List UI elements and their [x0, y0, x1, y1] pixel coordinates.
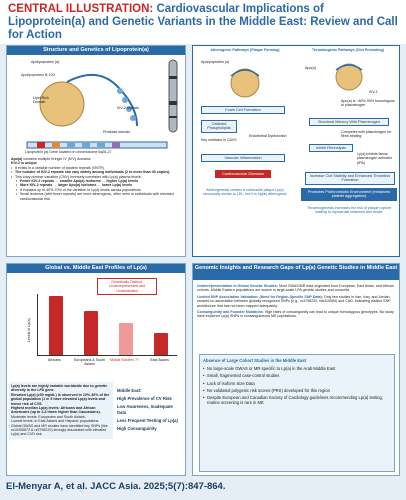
thrombo-kiv: KIV-1	[369, 90, 378, 94]
note-6: Global GWAS and MR studies have identified key SNPs (like rs10455872 & rs3798220) strongly associated with elevated Lp(a) and CVD risk.	[11, 423, 108, 437]
title-text: Cardiovascular Implications of Lipoprotein(a) and Genetic Variants in the Middle East: Review and Call for Action	[8, 3, 398, 41]
me-item-3: Less Frequent Testing of Lp(a)	[117, 417, 178, 423]
oxidized-box: Oxidized Phospholipids	[201, 120, 237, 133]
citation-footer: El-Menyar A, et al. JACC Asia. 2025;5(7):847-864.	[6, 481, 226, 492]
me-item-2: Low Awareness, Inadequate Data	[117, 404, 173, 415]
chart-bar	[154, 333, 168, 355]
gap-item-4: • No validated polygenic risk scores (PRS) developed for this region	[203, 388, 391, 393]
athero-apo-a: Apolipoprotein (a)	[201, 60, 230, 64]
page-title	[8, 3, 398, 42]
chart-bar	[119, 323, 133, 355]
me-item-1: High Prevalence of CV Risk	[117, 396, 172, 402]
me-item-4: High Consanguinity	[117, 426, 157, 432]
genomic-p2-body: Only few studies in Iran, Iraq, and Jordan, showed no association between globally recognized SNPs (e.g., rs3798220, rs6415084) and CAD, indicating distinct SNP architecture that has not been mapped adequately.	[197, 294, 391, 308]
structure-panel	[6, 45, 186, 257]
apo-a-term: Apo(a)	[11, 157, 23, 161]
genomic-panel	[192, 263, 400, 476]
label-apo-b: Apolipoprotein B-100	[21, 73, 55, 77]
tpa-label: Lp(a) inhibits tissue plasminogen activator (tPA)	[357, 152, 392, 165]
gap-item-3: • Lack of isoform Size Data	[203, 381, 391, 386]
global-notes	[9, 382, 113, 439]
genomic-p1-title: Underrepresentation in Global Genetic Studies:	[197, 284, 279, 288]
genomic-p2-title: Limited SNP Association Validation: (Need for Region-Specific SNP Data):	[197, 294, 323, 299]
middle-east-box	[117, 388, 183, 431]
chart-category-label: Middle Eastern ??	[110, 358, 139, 362]
structure-text	[11, 157, 183, 201]
genomic-p3-body: High rates of consanguinity can lead to unique homozygous genotypes. No study have explored Lp(a) SNPs in consanguineous ME populations.	[197, 310, 394, 319]
endo-label: Endothelial Dysfunction	[249, 134, 287, 138]
note-5: Lowest levels: in East Asians and Hispanic populations.	[11, 419, 100, 424]
structure-sub-3: • It explains up to 40%-70% of the variation in Lp(a) levels across populations	[16, 188, 183, 192]
chart-ylabel: Levels of Lp(a)	[26, 318, 31, 343]
prothrombotic-box: Promotes Prothrombotic Environment (enhances platelet aggregation)	[301, 188, 397, 201]
apo-a-desc: contains multiple Kringle IV (KIV) domains	[22, 157, 91, 161]
gap-item-2: • Small, fragmented case-control studies	[203, 373, 391, 378]
homolog-label: Apo(a) is ~80%-90% homologous to plasminogen	[341, 99, 395, 108]
pathways-panel	[192, 45, 400, 257]
chart-bar	[49, 296, 63, 355]
gap-item-5: • Despite European and Canadian Society of Cardiology guidelines recommending Lp(a) testing, routine screening is rare in ME	[203, 395, 391, 405]
note-1: Lp(a) levels are highly variable worldwide due to genetic diversity in the LPA gene.	[11, 384, 108, 393]
bar-chart	[37, 294, 177, 356]
structure-bullet-3: • This copy number variation (CNV) inversely correlates with Lp(a) plasma levels:	[11, 175, 183, 179]
genomic-panel-title: Genomic Insights and Research Gaps of Lp(a) Genetic Studies in Middle East	[193, 264, 399, 280]
label-apo-a: Apolipoprotein (a)	[31, 60, 60, 64]
genomic-p3-title: Consanguinity and Founder Mutations:	[197, 310, 264, 315]
chromosome-shape	[169, 60, 177, 132]
note-2: Elevated Lp(a) (≥50 mg/dL) is observed in 10%-30% of the global population (1 in 5 have elevated Lp(a) levels and hence risk of CVS.	[11, 392, 110, 406]
label-lipid: Lipid Rich Domain	[33, 96, 49, 105]
chart-categories	[37, 358, 177, 374]
foam-cell-box: Foam Cell Formation	[201, 106, 285, 114]
chart-bar	[84, 311, 98, 355]
label-protease: Protease domain	[103, 130, 131, 134]
structure-sub-1: • Fewer KIV-2 repeats → smaller Apo(a) isoforms → higher Lp(a) levels	[16, 179, 183, 183]
thrombo-apo-a: Apo(a)	[305, 66, 316, 70]
chart-category-label: Europeans & South Asians	[73, 358, 106, 367]
gap-item-1: • No large-scale GWAS or MR specific to Lp(a) in the Arab Middle East	[203, 366, 391, 371]
mimicry-box: Structural Mimicry With Plasminogen	[309, 118, 389, 126]
genomic-text	[197, 284, 397, 319]
label-lpa-gene: Lipoprotein (a) Gene located on chromosome 6q26-27	[25, 150, 112, 154]
title-lead: CENTRAL ILLUSTRATION:	[8, 3, 154, 15]
structure-panel-title: Structure and Genetics of Lipoprotein(a)	[7, 46, 185, 55]
note-3: Highest median Lp(a) levels: Africans and African Americans (up to 2-3 times higher than Caucasians).	[11, 406, 101, 415]
inhibit-box: Inhibit Fibrinolysis	[309, 144, 353, 152]
global-panel	[6, 263, 186, 476]
structure-bullet-1: • It exists in a variable number of tandem repeats (VNTR).	[11, 166, 183, 170]
athero-note: Atherogenesis creates a vulnerable plaque Lp(a) structurally similar to LDL, but it is highly atherogenic	[203, 188, 287, 197]
cardio-box: Cardiovascular Diseases	[215, 170, 271, 178]
competes-label: Competes with plasminogen for fibrin binding	[341, 130, 392, 139]
chart-category-label: East Asians	[150, 358, 169, 362]
genomic-p1-body: Most GWAS/MR data originated from European, East Asian, and African cohorts. Middle Eastern populations are scarce in large-scale LPA genetic studies and consortia.	[197, 284, 394, 293]
thrombo-particle	[329, 60, 369, 94]
vascular-box: Vascular Inflammation	[201, 154, 285, 162]
label-kiv2: KIV-2 repeats	[117, 106, 139, 110]
structure-bullet-2: • The number of KIV-2 repeats can vary widely among individuals (2 to more than 40 copies).	[11, 170, 183, 174]
header	[0, 0, 406, 44]
kiv2-unique: KIV-2 is unique	[11, 161, 37, 166]
athero-particle	[225, 66, 265, 100]
note-4: Moderate levels: Europeans and South Asians.	[11, 414, 86, 419]
key-mediator-label: Key mediator in CAVS	[201, 138, 237, 142]
thrombo-title: Thrombogenic Pathways (Clot Promoting)	[312, 48, 384, 52]
athero-title: Atherogenic Pathways (Plaque Forming)	[210, 48, 280, 52]
structure-sub-4: • Small isoforms (with fewer repeats) are more atherogenic, often seen in individuals with elevated cardiovascular risk.	[16, 192, 183, 201]
global-panel-title: Global vs. Middle East Profiles of Lp(a)	[7, 264, 185, 273]
lpa-structure-diagram	[7, 56, 185, 161]
chart-annotation: Genetically Distinct, Underrepresented and Understudied	[97, 278, 157, 295]
thrombo-note: Thrombogenesis increases the risk of plaque rupture leading to myocardial infarction and stroke	[307, 206, 391, 215]
chart-category-label: Africans	[48, 358, 61, 362]
middle-east-title: Middle East:	[117, 388, 142, 393]
gaps-box	[199, 354, 395, 472]
structure-sub-2: • More KIV-2 repeats → larger Apo(a) isoforms → lower Lp(a) levels	[16, 183, 183, 187]
stability-box: Increase Clot Stability and Enhanced Thrombus Formation	[305, 172, 395, 185]
gaps-title: Absence of Large Cohort Studies in the Middle East	[203, 358, 307, 363]
